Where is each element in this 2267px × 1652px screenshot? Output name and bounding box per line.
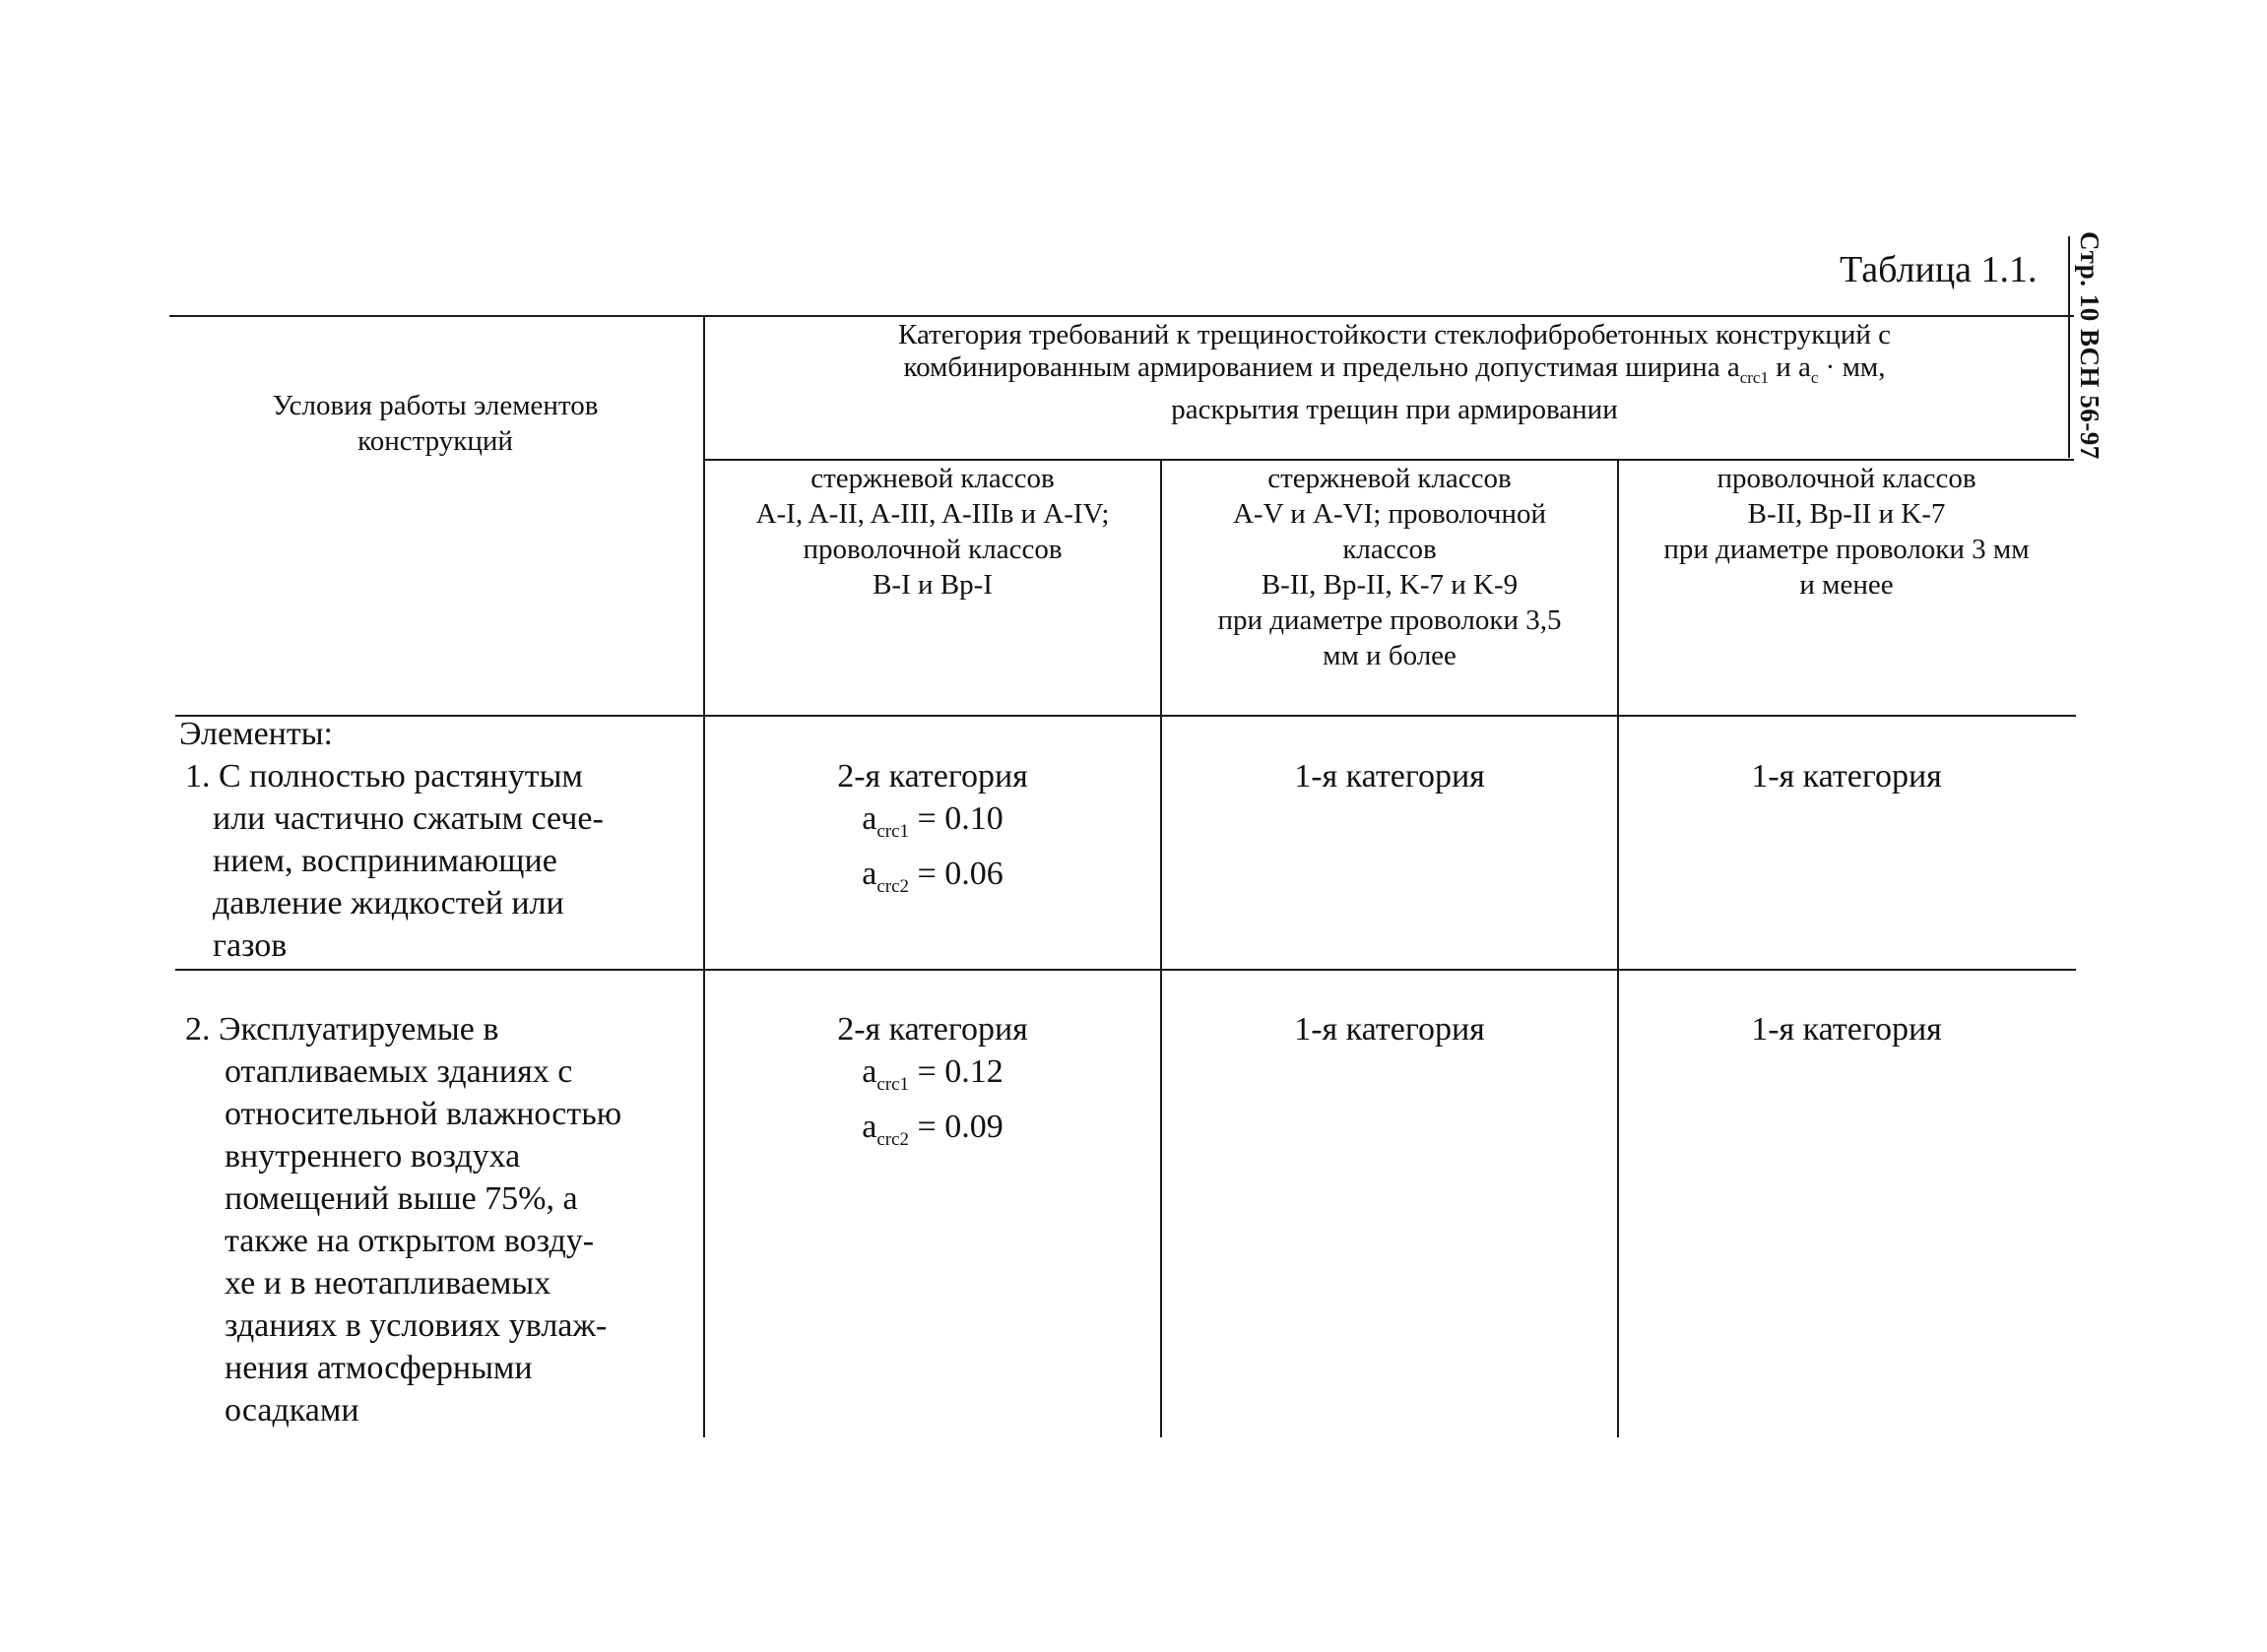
row2-condition-line: внутреннего воздуха	[225, 1138, 521, 1175]
header-col1-line: проволочной классов	[803, 534, 1063, 565]
header-top-line3: раскрытия трещин при армировании	[1171, 393, 1618, 425]
row1-condition-line: нием, воспринимающие	[213, 843, 557, 879]
row1-intro: Элементы:	[179, 716, 334, 752]
header-col2-line: стержневой классов	[1267, 463, 1512, 494]
col-divider-3	[1617, 459, 1619, 1437]
row1-condition-line: или частично сжатым сече-	[213, 800, 604, 837]
header-conditions-line2: конструкций	[357, 425, 513, 457]
header-col2	[1162, 461, 1617, 673]
row2-col2: 1-я категория	[1294, 1011, 1485, 1048]
row2-condition-line: нения атмосферными	[225, 1350, 533, 1386]
header-col1-line: A-I, A-II, A-III, A-IIIв и A-IV;	[755, 498, 1110, 530]
row2-condition-line: относительной влажностью	[225, 1096, 622, 1132]
row2-condition-line: также на открытом возду-	[225, 1223, 595, 1259]
row2-condition-line: помещений выше 75%, а	[225, 1180, 578, 1217]
header-col3	[1619, 461, 2074, 603]
row1-col3: 1-я категория	[1751, 758, 1942, 794]
header-col2-line: классов	[1342, 534, 1437, 565]
header-col1	[705, 461, 1160, 603]
row1-col1-acrc2: $a_{crc2} = 0.06$	[862, 855, 1004, 897]
row1-condition-line: 1. С полностью растянутым	[185, 758, 583, 794]
row2-col1-category: 2-я категория	[837, 1011, 1028, 1048]
header-col3-line: проволочной классов	[1716, 463, 1976, 494]
header-col1-line: стержневой классов	[810, 463, 1055, 494]
row2-col1-acrc2: $a_{crc2} = 0.09$	[862, 1108, 1004, 1150]
row1-conditions	[179, 713, 701, 967]
header-col2-line: A-V и A-VI; проволочной	[1232, 498, 1547, 530]
row2-condition-line: отапливаемых зданиях с	[225, 1053, 573, 1090]
header-col2-line: B-II, Bp-II, K-7 и K-9	[1261, 569, 1519, 601]
table-top-rule	[169, 315, 2074, 317]
row2-col1-acrc1: $a_{crc1} = 0.12$	[862, 1053, 1004, 1095]
row2-condition-line: хе и в неотапливаемых	[225, 1265, 551, 1302]
header-conditions	[169, 388, 701, 459]
header-col3-line: B-II, Bp-II и K-7	[1747, 498, 1946, 530]
page-reference-text: Стр. 10 ВСН 56-97	[2075, 231, 2105, 460]
row1-col1	[705, 755, 1160, 908]
header-col2-line: при диаметре проволоки 3,5	[1217, 604, 1562, 636]
row1-col2: 1-я категория	[1294, 758, 1485, 794]
header-conditions-line1: Условия работы элементов	[272, 390, 599, 421]
header-category-span	[705, 319, 2084, 426]
header-col1-line: B-I и Bp-I	[873, 569, 993, 601]
row1-condition-line: давление жидкостей или	[213, 885, 564, 921]
row1-col1-category: 2-я категория	[837, 758, 1028, 794]
header-col3-line: и менее	[1799, 569, 1894, 601]
row2-condition-line: осадками	[225, 1392, 359, 1429]
table-title: Таблица 1.1.	[1840, 249, 2038, 290]
row2-condition-line: 2. Эксплуатируемые в	[185, 1011, 499, 1048]
row2-col1	[705, 1008, 1160, 1161]
header-col3-line: при диаметре проволоки 3 мм	[1663, 534, 2030, 565]
header-col2-line: мм и более	[1323, 640, 1457, 671]
header-top-line2: комбинированным армированием и предельно допустимая ширина $a_{crc1}$ и $a_c$ · мм,	[903, 351, 1886, 387]
row1-col1-acrc1: $a_{crc1} = 0.10$	[862, 800, 1004, 842]
row-divider	[175, 969, 2076, 971]
header-top-line1: Категория требований к трещиностойкости стеклофибробетонных конструкций с	[898, 319, 1891, 350]
row2-condition-line: зданиях в условиях увлаж-	[225, 1307, 608, 1344]
row2-conditions	[185, 1008, 703, 1431]
row1-condition-line: газов	[213, 927, 288, 964]
row2-col3: 1-я категория	[1751, 1011, 1942, 1048]
